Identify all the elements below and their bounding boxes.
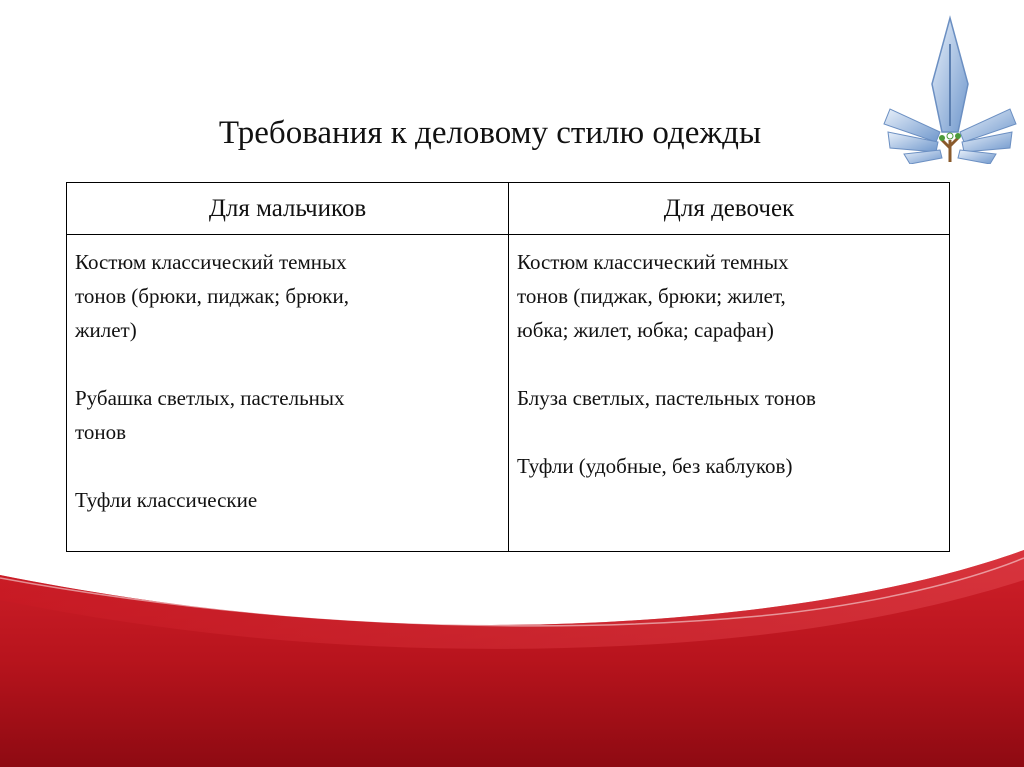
boys-cell: [67, 235, 509, 552]
girls-suit-line: Костюм классический темных: [517, 250, 789, 274]
girls-shoes-line: Туфли (удобные, без каблуков): [517, 454, 793, 478]
girls-suit-line: юбка; жилет, юбка; сарафан): [517, 318, 774, 342]
boys-suit-line: жилет): [75, 318, 137, 342]
girls-suit-line: тонов (пиджак, брюки; жилет,: [517, 284, 786, 308]
table-row: [67, 235, 950, 552]
header-boys: Для мальчиков: [67, 183, 509, 235]
boys-suit-line: Костюм классический темных: [75, 250, 347, 274]
boys-suit-line: тонов (брюки, пиджак; брюки,: [75, 284, 349, 308]
school-emblem-icon: [880, 14, 1020, 164]
boys-shirt-line: тонов: [75, 420, 127, 444]
header-girls: Для девочек: [509, 183, 950, 235]
girls-cell: [509, 235, 950, 552]
girls-blouse-line: Блуза светлых, пастельных тонов: [517, 386, 816, 410]
slide-title: Требования к деловому стилю одежды: [218, 115, 762, 151]
boys-shoes-line: Туфли классические: [75, 488, 258, 512]
decorative-red-wave: [0, 520, 1024, 767]
boys-shirt-line: Рубашка светлых, пастельных: [75, 386, 345, 410]
requirements-table: [66, 182, 950, 552]
table-header-row: [67, 183, 950, 235]
